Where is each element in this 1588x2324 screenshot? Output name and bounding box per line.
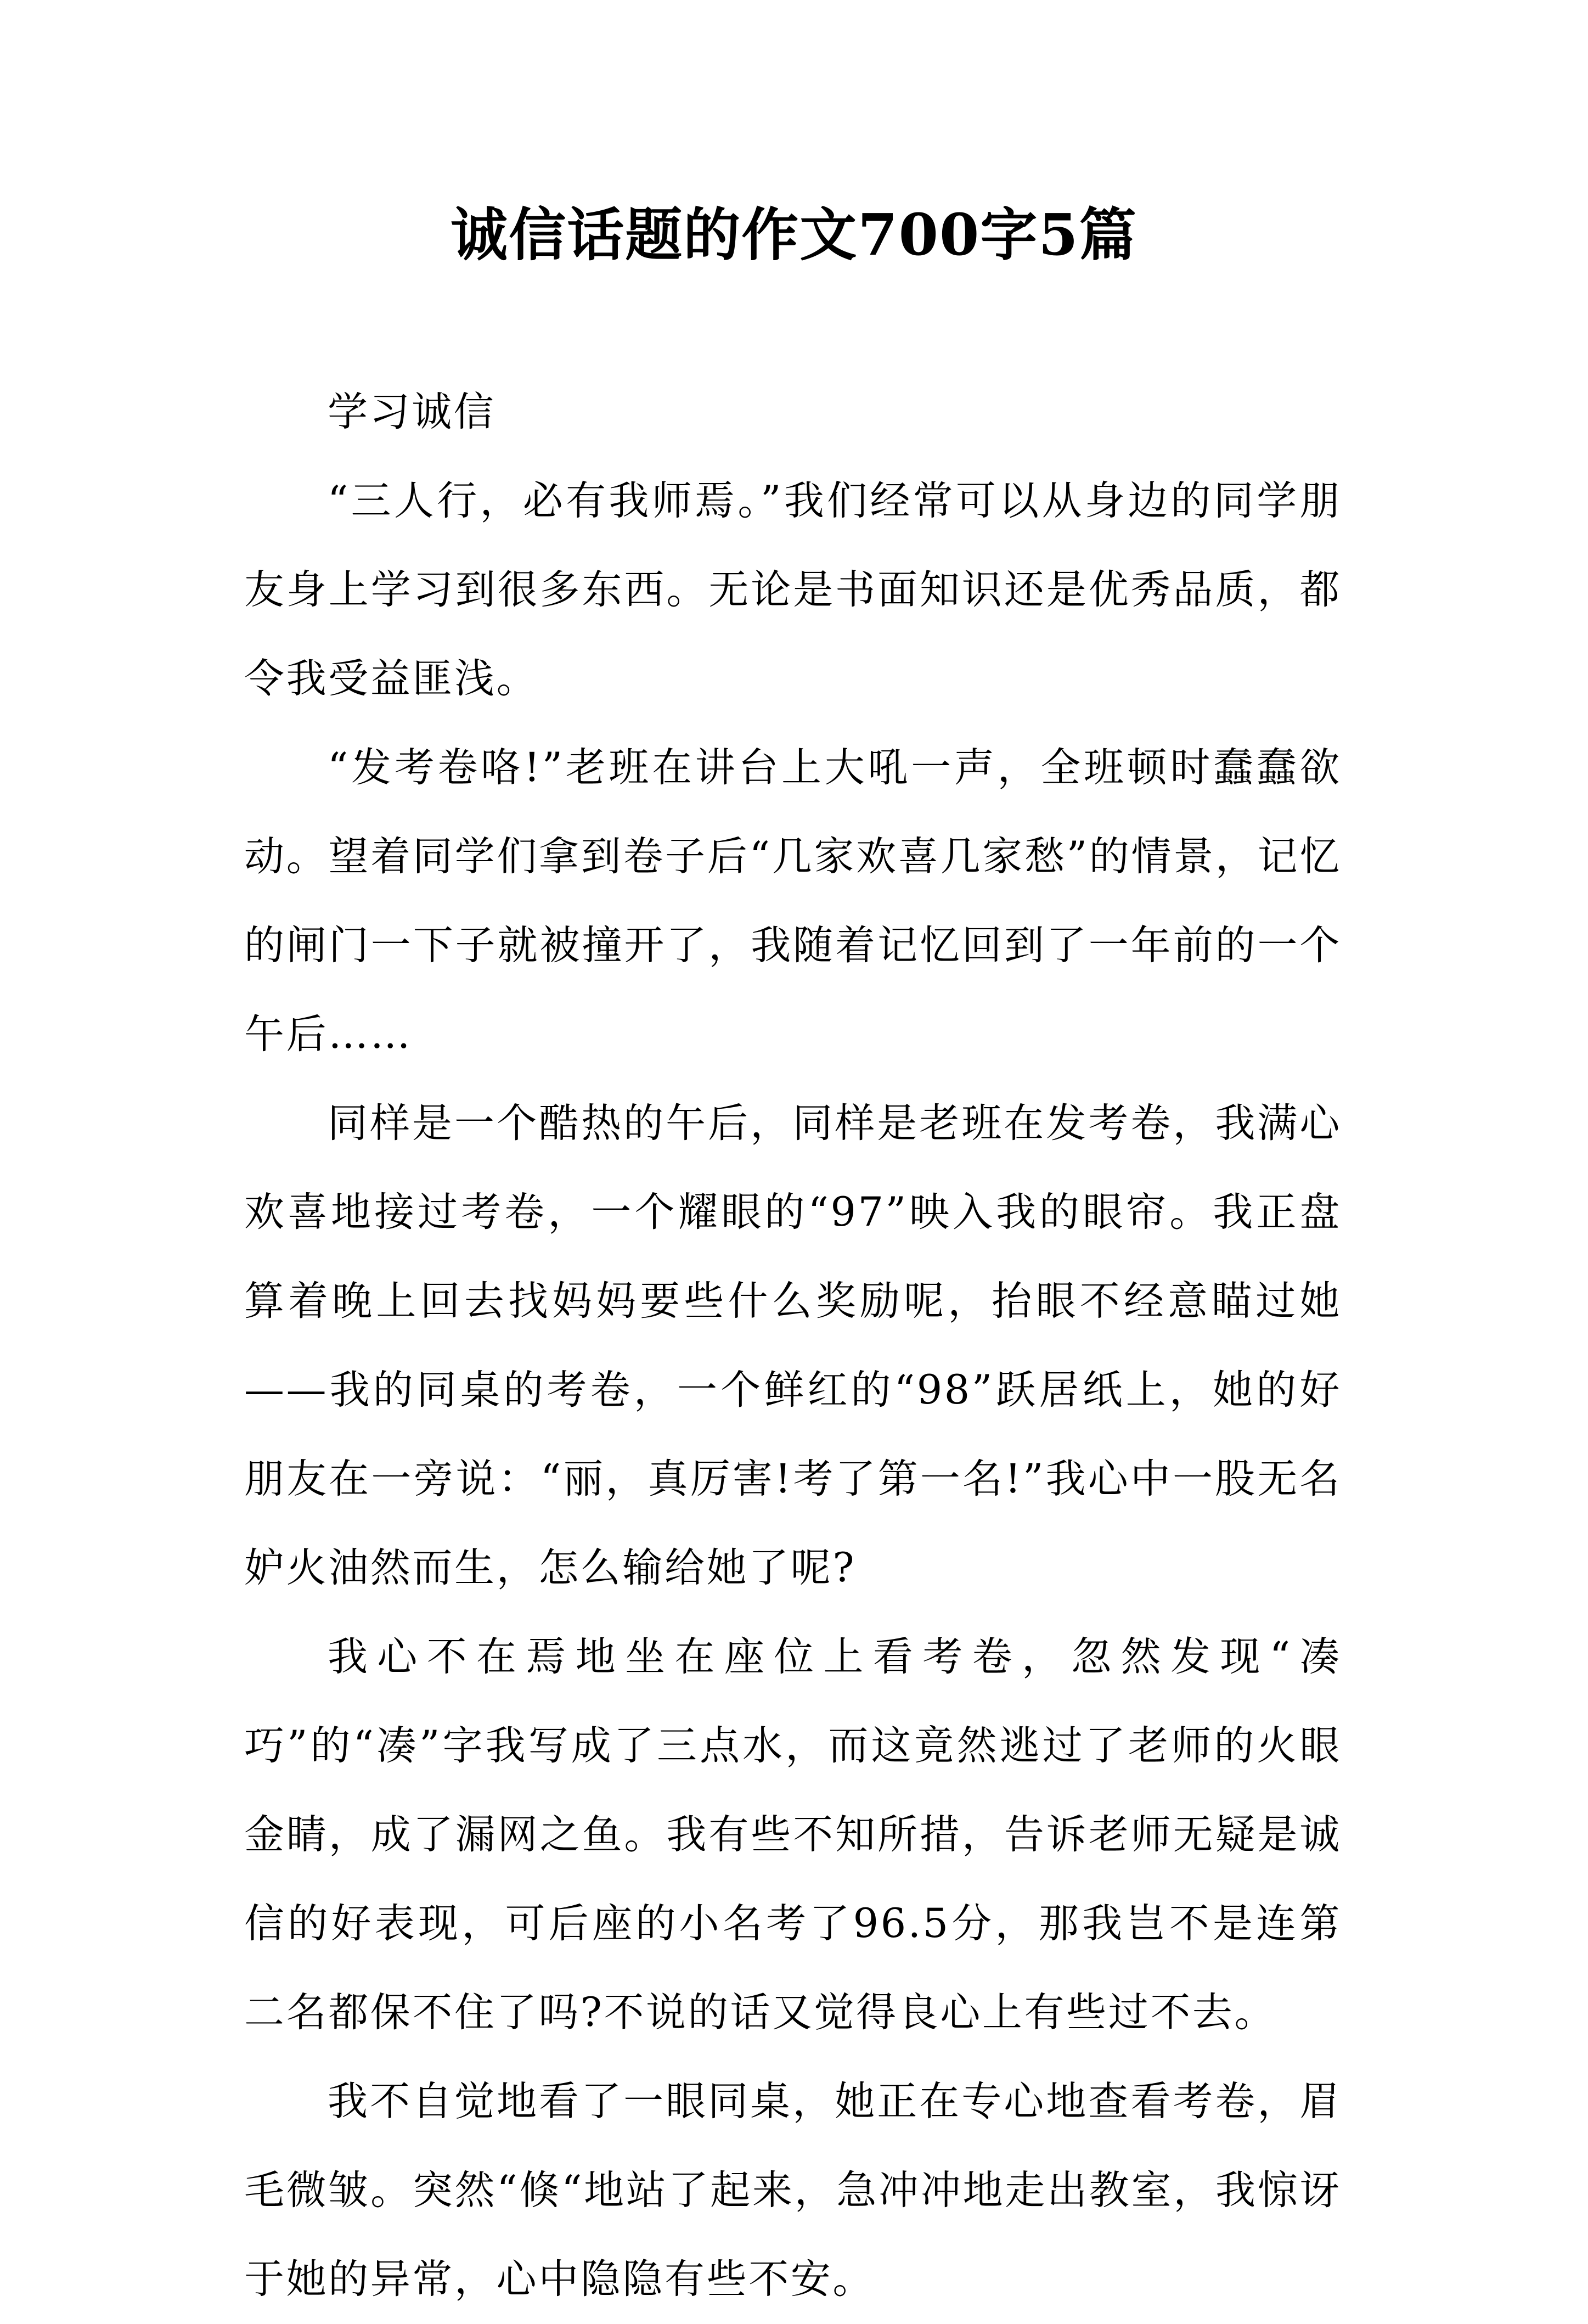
paragraph: 我不自觉地看了一眼同桌，她正在专心地查看考卷，眉毛微皱。突然“倏“地站了起来，急冲冲地走出教室，我惊讶于她的异常，心中隐隐有些不安。: [244, 2078, 1342, 2303]
paragraph: “三人行，必有我师焉。”我们经常可以从身边的同学朋友身上学习到很多东西。无论是书面知识还是优秀品质，都令我受益匪浅。: [244, 478, 1342, 702]
paragraph: 我心不在焉地坐在座位上看考卷，忽然发现“凑巧”的“凑”字我写成了三点水，而这竟然逃过了老师的火眼金睛，成了漏网之鱼。我有些不知所措，告诉老师无疑是诚信的好表现，可后座的小名考了96.5分，那我岂不是连第二名都保不住了吗?不说的话又觉得良心上有些过不去。: [244, 1633, 1342, 2036]
paragraph: “发考卷咯!”老班在讲台上大吼一声，全班顿时蠢蠢欲动。望着同学们拿到卷子后“几家欢喜几家愁”的情景，记忆的闸门一下子就被撞开了，我随着记忆回到了一年前的一个午后……: [244, 744, 1342, 1058]
paragraph: 同样是一个酷热的午后，同样是老班在发考卷，我满心欢喜地接过考卷，一个耀眼的“97”映入我的眼帘。我正盘算着晚上回去找妈妈要些什么奖励呢，抬眼不经意瞄过她——我的同桌的考卷，一个鲜红的“98”跃居纸上，她的好朋友在一旁说：“丽，真厉害!考了第一名!”我心中一股无名妒火油然而生，怎么输给她了呢?: [244, 1100, 1342, 1591]
document-title: 诚信话题的作文700字5篇: [451, 201, 1137, 268]
section-heading: 学习诚信: [328, 389, 496, 435]
document-body: [244, 368, 1342, 2324]
